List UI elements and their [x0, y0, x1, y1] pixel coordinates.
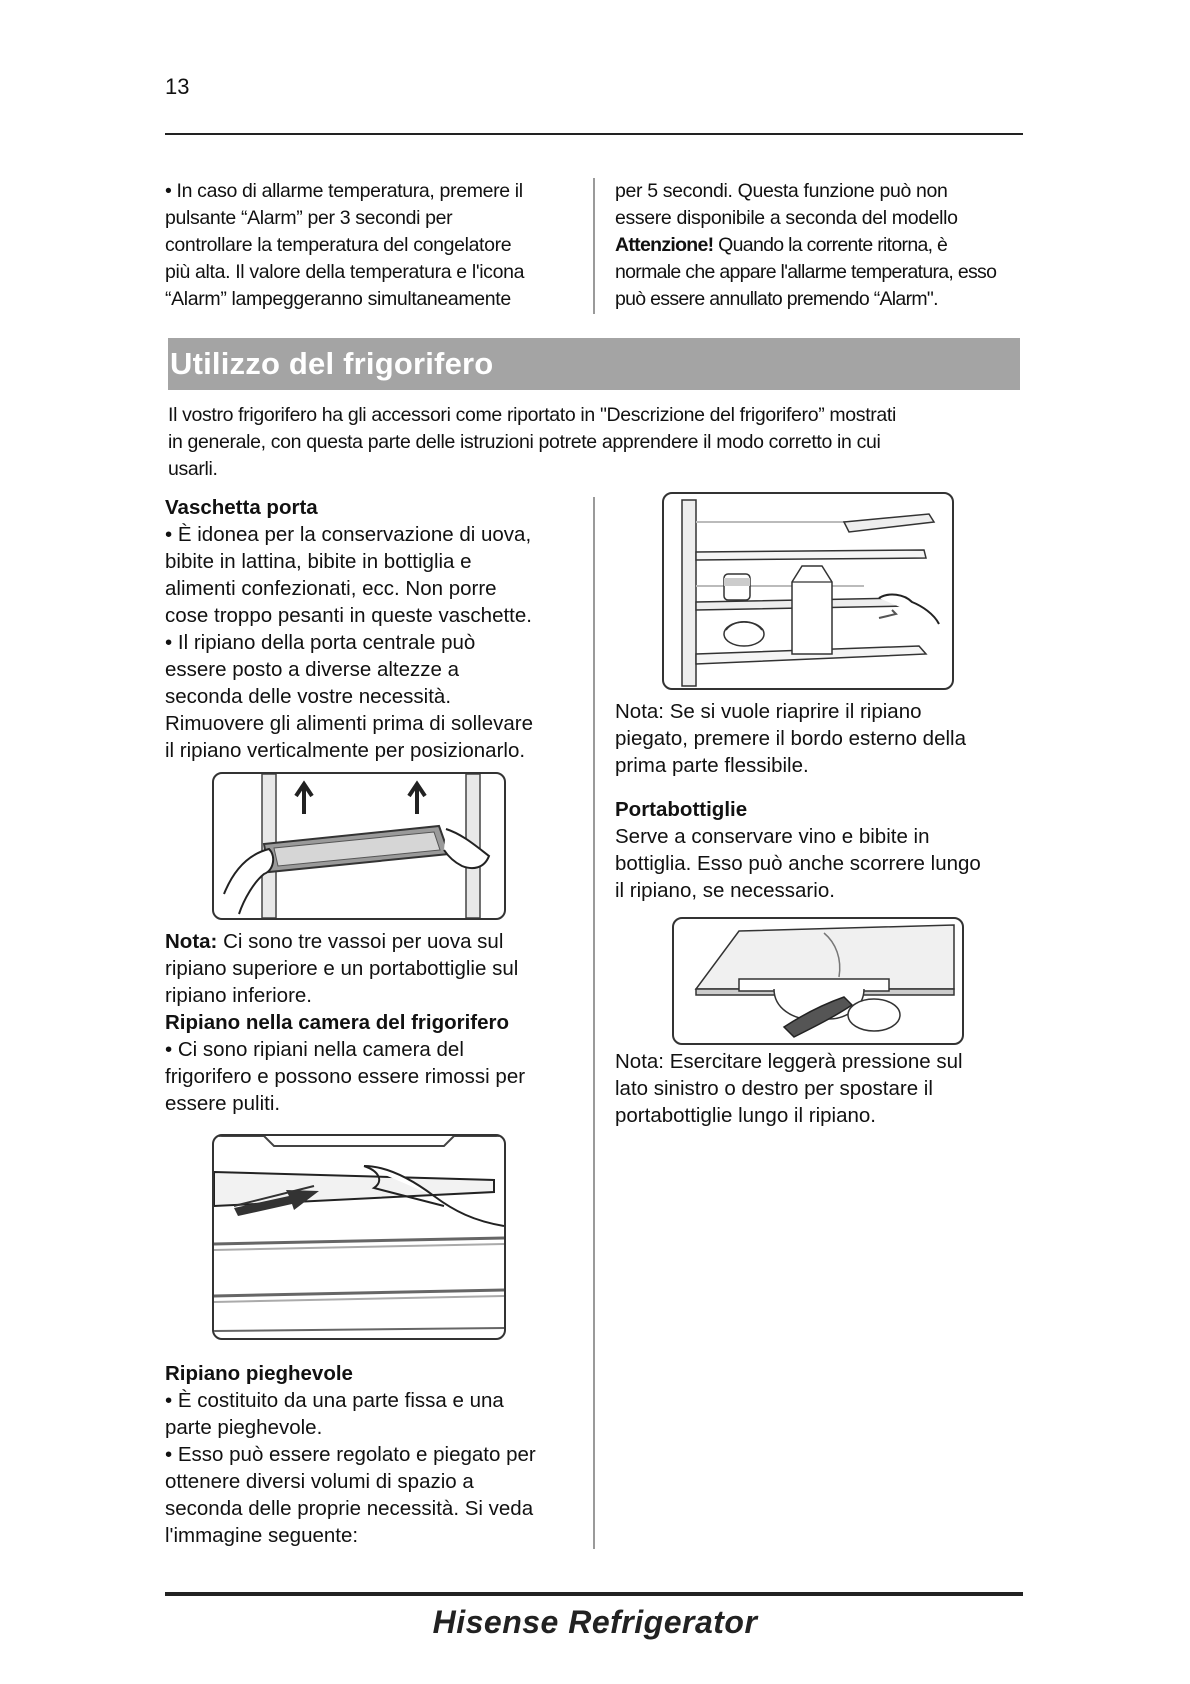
text-line: Ci sono tre vassoi per uova sul	[217, 930, 504, 953]
attention-note	[615, 232, 1035, 259]
bottle-holder-note	[615, 1048, 1035, 1129]
door-bin-heading: Vaschetta porta	[165, 496, 318, 519]
folding-shelf-illustration	[662, 492, 954, 690]
text-line: essere posto a diverse altezze a	[165, 658, 459, 681]
footer-rule	[165, 1592, 1023, 1596]
alarm-instructions-right	[615, 178, 1035, 313]
text-line: Quando la corrente ritorna, è	[713, 234, 948, 256]
text-line: piegato, premere il bordo esterno della	[615, 727, 966, 750]
note-label: Nota:	[165, 930, 218, 953]
folding-shelf-section	[165, 1360, 585, 1549]
text-line: controllare la temperatura del congelatore	[165, 234, 512, 256]
door-bin-note	[165, 928, 585, 1117]
fridge-shelf-heading: Ripiano nella camera del frigorifero	[165, 1011, 510, 1034]
text-line: seconda delle vostre necessità.	[165, 685, 452, 708]
text-line: usarli.	[168, 458, 218, 480]
text-line: Serve a conservare vino e bibite in	[615, 825, 930, 848]
text-line: • Il ripiano della porta centrale può	[165, 631, 476, 654]
text-line: prima parte flessibile.	[615, 754, 809, 777]
door-bin-illustration	[212, 772, 506, 920]
text-line: ripiano inferiore.	[165, 984, 312, 1007]
text-line: può essere annullato premendo “Alarm".	[615, 288, 938, 310]
text-line: normale che appare l'allarme temperatura, esso	[615, 261, 997, 283]
text-line: bottiglia. Esso può anche scorrere lungo	[615, 852, 981, 875]
section-header-bar	[168, 338, 1020, 390]
section-intro	[168, 402, 1028, 483]
text-line: Il vostro frigorifero ha gli accessori come riportato in "Descrizione del frigorifero” mostrati	[168, 404, 896, 426]
text-line: Rimuovere gli alimenti prima di sollevare	[165, 712, 533, 735]
brand-footer: Hisense Refrigerator	[432, 1604, 758, 1640]
text-line: ripiano superiore e un portabottiglie sul	[165, 957, 519, 980]
text-line: ottenere diversi volumi di spazio a	[165, 1470, 474, 1493]
fridge-shelf-illustration	[212, 1134, 506, 1340]
bottle-holder-section	[615, 796, 1035, 904]
text-line: Nota: Se si vuole riaprire il ripiano	[615, 700, 922, 723]
text-line: frigorifero e possono essere rimossi per	[165, 1065, 526, 1088]
text-line: bibite in lattina, bibite in bottiglia e	[165, 550, 472, 573]
folding-shelf-note	[615, 698, 1035, 779]
text-line: cose troppo pesanti in queste vaschette.	[165, 604, 532, 627]
section-title: Utilizzo del frigorifero	[170, 346, 494, 381]
text-line: seconda delle proprie necessità. Si veda	[165, 1497, 534, 1520]
text-line: alimenti confezionati, ecc. Non porre	[165, 577, 497, 600]
alarm-instructions-left	[165, 178, 585, 313]
text-line: il ripiano verticalmente per posizionarlo.	[165, 739, 526, 762]
text-line: parte pieghevole.	[165, 1416, 323, 1439]
text-line: il ripiano, se necessario.	[615, 879, 835, 902]
text-line: pulsante “Alarm” per 3 secondi per	[165, 207, 453, 229]
note-line	[165, 928, 585, 955]
text-line: • È idonea per la conservazione di uova,	[165, 523, 532, 546]
bottle-holder-heading: Portabottiglie	[615, 798, 748, 821]
text-line: • Ci sono ripiani nella camera del	[165, 1038, 464, 1061]
page-number: 13	[165, 74, 190, 99]
text-line: per 5 secondi. Questa funzione può non	[615, 180, 948, 202]
text-line: essere puliti.	[165, 1092, 281, 1115]
text-line: più alta. Il valore della temperatura e l'icona	[165, 261, 525, 283]
text-line: • Esso può essere regolato e piegato per	[165, 1443, 536, 1466]
door-bin-section	[165, 494, 585, 764]
column-divider	[593, 497, 595, 1549]
header-rule	[165, 133, 1023, 135]
text-line: portabottiglie lungo il ripiano.	[615, 1104, 876, 1127]
text-line: in generale, con questa parte delle istruzioni potrete apprendere il modo corretto in cui	[168, 431, 881, 453]
text-line: “Alarm” lampeggeranno simultaneamente	[165, 288, 511, 310]
text-line: • È costituito da una parte fissa e una	[165, 1389, 504, 1412]
folding-shelf-heading: Ripiano pieghevole	[165, 1362, 353, 1385]
text-line: Nota: Esercitare leggerà pressione sul	[615, 1050, 963, 1073]
column-divider	[593, 178, 595, 314]
text-line: • In caso di allarme temperatura, premere il	[165, 180, 523, 202]
bottle-holder-illustration	[672, 917, 964, 1045]
attention-label: Attenzione!	[615, 234, 714, 256]
text-line: l'immagine seguente:	[165, 1524, 359, 1547]
text-line: essere disponibile a seconda del modello	[615, 207, 958, 229]
text-line: lato sinistro o destro per spostare il	[615, 1077, 933, 1100]
